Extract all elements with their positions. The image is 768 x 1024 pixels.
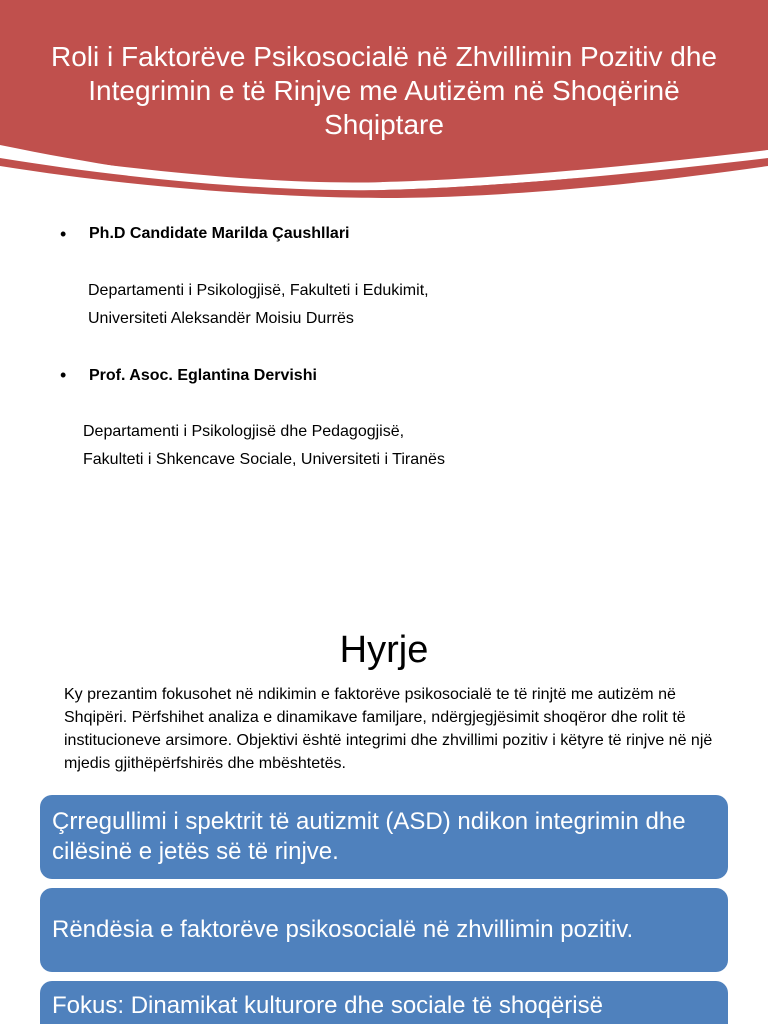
- info-box-3: [40, 981, 728, 1024]
- info-box-1: [40, 795, 728, 879]
- author-1-affiliation-line1: Departamenti i Psikologjisë, Fakulteti i Edukimit,: [88, 282, 429, 299]
- info-box-2-text: Rëndësia e faktorëve psikosocialë në zhvillimin pozitiv.: [52, 916, 634, 943]
- author-2-affiliation-line2: Fakulteti i Shkencave Sociale, Universiteti i Tiranës: [83, 451, 445, 468]
- info-box-3-text: Fokus: Dinamikat kulturore dhe sociale të shoqërisë: [52, 992, 603, 1019]
- info-box-1-text: Çrregullimi i spektrit të autizmit (ASD) ndikon integrimin dhe cilësinë e jetës së të rinjve.: [52, 808, 686, 865]
- author-2-affiliation-line1: Departamenti i Psikologjisë dhe Pedagogjisë,: [83, 423, 405, 440]
- author-1-affiliation-line2: Universiteti Aleksandër Moisiu Durrës: [88, 310, 354, 327]
- bullet-marker: •: [60, 224, 67, 244]
- author-name-2: Prof. Asoc. Eglantina Dervishi: [89, 367, 317, 384]
- info-box-2: [40, 888, 728, 972]
- intro-heading: Hyrje: [339, 629, 429, 671]
- page-title: Roli i Faktorëve Psikosocialë në Zhvillimin Pozitiv dhe Integrimin e të Rinjve me Autizëm në Shoqërinë Shqiptare: [50, 41, 718, 140]
- author-name-1: Ph.D Candidate Marilda Çaushllari: [89, 225, 350, 242]
- intro-paragraph: Ky prezantim fokusohet në ndikimin e faktorëve psikosocialë te të rinjtë me autizëm në Shqipëri. Përfshihet analiza e dinamikave familjare, ndërgjegjësimit shoqëror dhe rolit të institucioneve arsimore. Objektivi është integrimi dhe zhvillimi pozitiv i këtyre të rinjve në një mjedis gjithëpërfshirës dhe mbështetës.: [64, 686, 713, 772]
- bullet-marker: •: [60, 365, 67, 385]
